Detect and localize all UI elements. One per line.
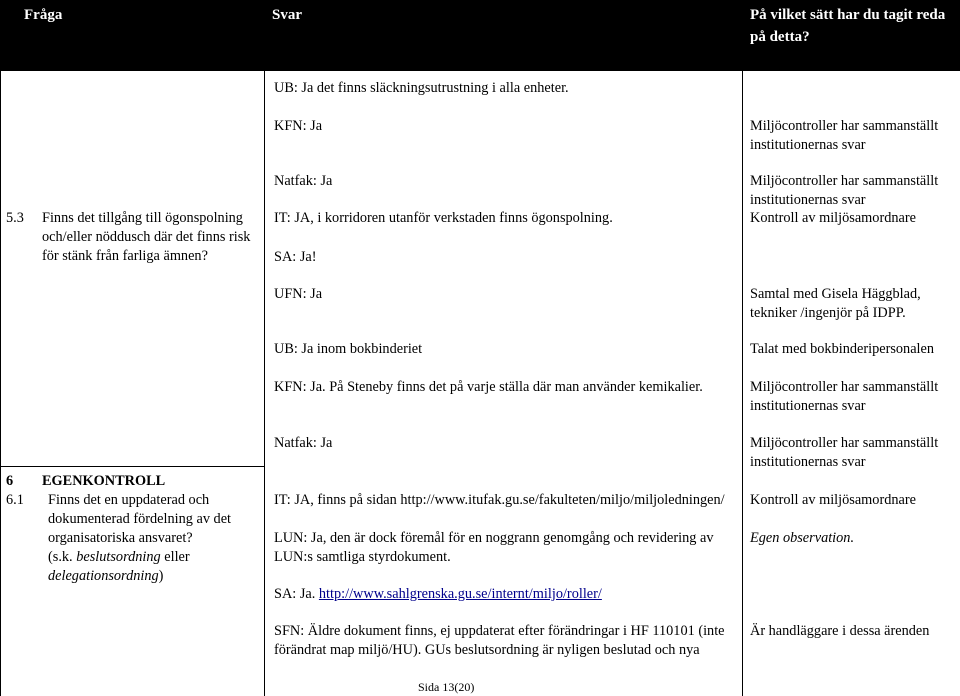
header-answer: Svar	[272, 7, 302, 23]
question-6-1-term-delegationsordning: delegationsordning	[48, 568, 159, 584]
answer-6-1-sa	[274, 585, 602, 604]
row-divider	[0, 466, 264, 467]
answer-5-3-sa: SA: Ja!	[274, 249, 317, 265]
answer-5-3-kfn: KFN: Ja. På Steneby finns det på varje ställa där man använder kemikalier.	[274, 379, 703, 395]
answer-5-3-natfak: Natfak: Ja	[274, 435, 333, 451]
answer-kfn: KFN: Ja	[274, 118, 323, 134]
question-number-5-3: 5.3	[6, 210, 24, 226]
method-5-3-ufn: Samtal med Gisela Häggblad, tekniker /ingenjör på IDPP.	[750, 286, 921, 321]
question-6-1-text: Finns det en uppdaterad och dokumenterad fördelning av det organisatoriska ansvaret?	[48, 492, 232, 546]
question-6-1-paren-close: )	[158, 568, 164, 584]
answer-ub-release: UB: Ja det finns släckningsutrustning i alla enheter.	[274, 80, 569, 96]
question-6-1-paren-open: (s.k.	[48, 549, 73, 565]
answer-5-3-it: IT: JA, i korridoren utanför verkstaden finns ögonspolning.	[274, 210, 613, 226]
question-6-1-examples	[48, 548, 190, 567]
method-5-3-kfn: Miljöcontroller har sammanställt institutionernas svar	[750, 379, 939, 414]
section-number-6: 6	[6, 473, 14, 489]
answer-5-3-ub: UB: Ja inom bokbinderiet	[274, 341, 423, 357]
method-6-1-sfn: Är handläggare i dessa ärenden	[750, 623, 930, 639]
table-header	[0, 0, 960, 71]
answer-6-1-sa-link[interactable]: http://www.sahlgrenska.gu.se/internt/miljo/roller/	[318, 586, 602, 602]
question-5-3-text: Finns det tillgång till ögonspolning och/eller nöddusch där det finns risk för stänk från farliga ämnen?	[42, 210, 251, 264]
column-divider-2	[742, 71, 743, 696]
method-5-3-it: Kontroll av miljösamordnare	[750, 210, 916, 226]
method-6-1-lun: Egen observation.	[750, 530, 855, 546]
column-divider-1	[264, 71, 265, 696]
header-method: På vilket sätt har du tagit reda på detta?	[750, 7, 946, 45]
method-5-3-natfak: Miljöcontroller har sammanställt institutionernas svar	[750, 435, 939, 470]
answer-6-1-sa-prefix: SA: Ja.	[274, 586, 316, 602]
table-border-left	[0, 71, 1, 696]
method-6-1-it: Kontroll av miljösamordnare	[750, 492, 916, 508]
answer-6-1-sfn: SFN: Äldre dokument finns, ej uppdaterat efter förändringar i HF 110101 (inte förändrat map miljö/HU). GUs beslutsordning är nyligen beslutad och nya	[274, 623, 725, 658]
answer-6-1-it: IT: JA, finns på sidan http://www.itufak.gu.se/fakulteten/miljo/miljoledningen/	[274, 492, 725, 508]
method-kfn: Miljöcontroller har sammanställt institutionernas svar	[750, 118, 939, 153]
answer-natfak: Natfak: Ja	[274, 173, 333, 189]
question-6-1-term-beslutsordning: beslutsordning	[76, 549, 161, 565]
header-question: Fråga	[24, 7, 63, 23]
section-title-egenkontroll: EGENKONTROLL	[42, 473, 166, 489]
question-6-1-examples-2	[48, 567, 163, 586]
answer-5-3-ufn: UFN: Ja	[274, 286, 323, 302]
question-6-1-or: eller	[164, 549, 190, 565]
answer-6-1-lun: LUN: Ja, den är dock föremål för en noggrann genomgång och revidering av LUN:s samtliga styrdokument.	[274, 530, 714, 565]
method-natfak: Miljöcontroller har sammanställt institutionernas svar	[750, 173, 939, 208]
page-number: Sida 13(20)	[418, 680, 475, 694]
question-number-6-1: 6.1	[6, 492, 24, 508]
method-5-3-ub: Talat med bokbinderipersonalen	[750, 341, 935, 357]
